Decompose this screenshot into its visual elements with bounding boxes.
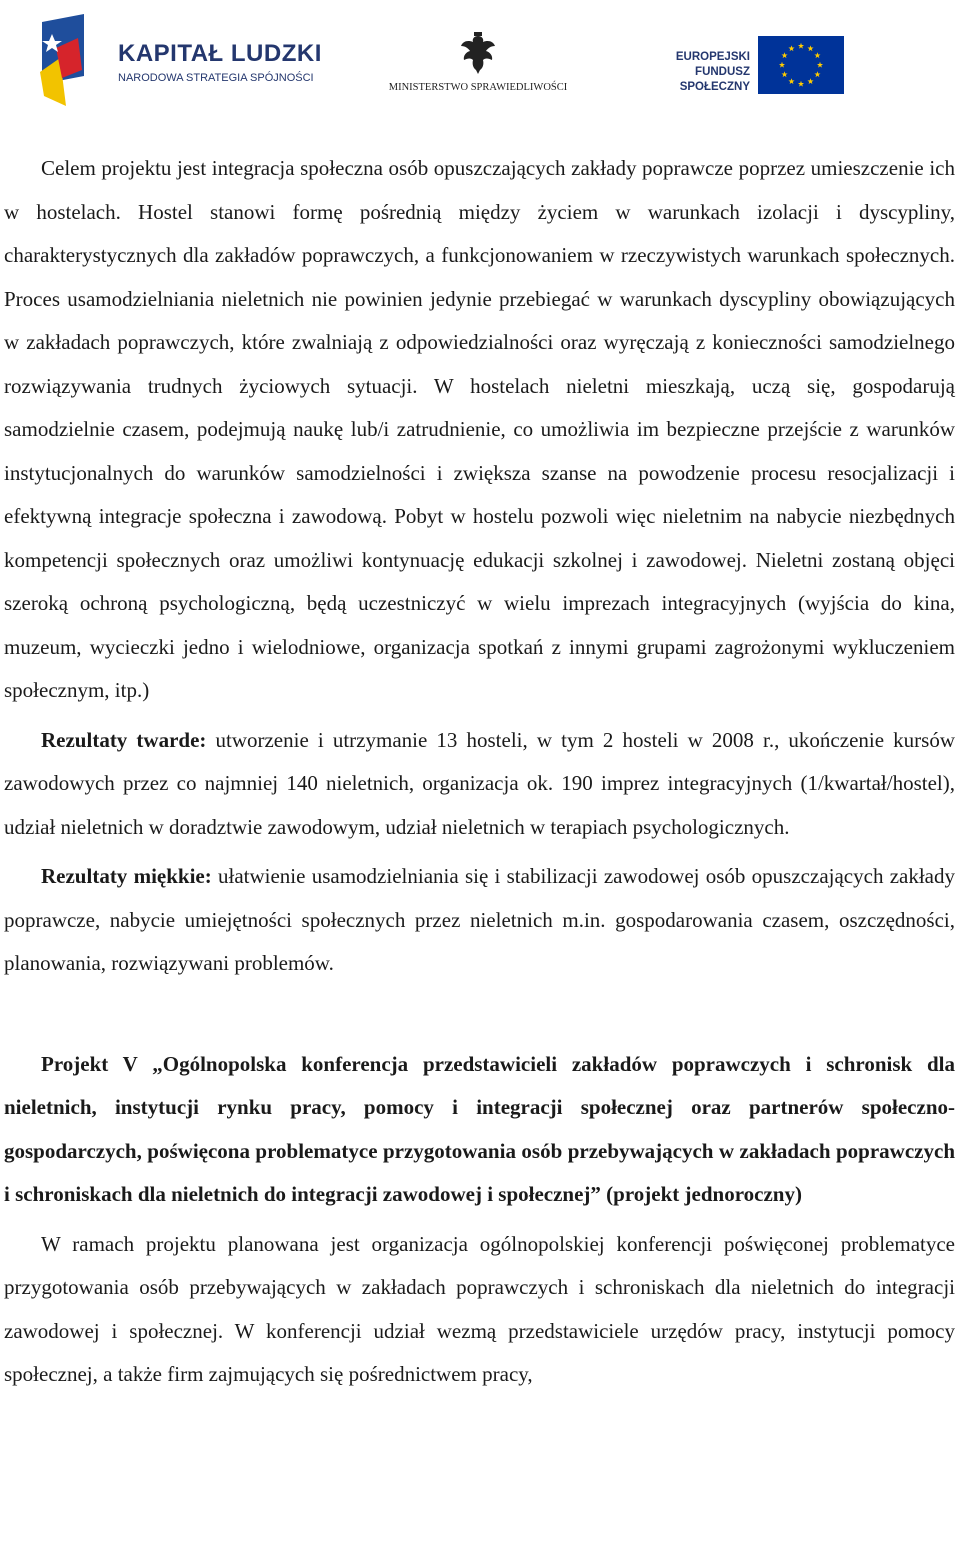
kapital-ludzki-subtitle: NARODOWA STRATEGIA SPÓJNOŚCI bbox=[118, 72, 314, 84]
hard-results-label: Rezultaty twarde: bbox=[41, 727, 207, 752]
ministry-name: MINISTERSTWO SPRAWIEDLIWOŚCI bbox=[388, 82, 568, 93]
project-v-heading: Projekt V „Ogólnopolska konferencja przedstawicieli zakładów poprawczych i schronisk dla nieletnich, instytucji rynku pracy, pomocy i integracji społecznej oraz partnerów społeczno-gospodarczych, poświęcona problematyce przygotowania osób przebywających w zakładach poprawczych i schroniskach dla nieletnich do integracji zawodowej i społecznej” (projekt jednoroczny) bbox=[4, 1051, 955, 1206]
eagle-emblem-icon bbox=[460, 32, 496, 76]
page-header bbox=[0, 8, 960, 108]
paragraph-hard-results bbox=[4, 719, 955, 850]
efs-logo bbox=[640, 28, 850, 98]
efs-line-1: EUROPEJSKI bbox=[675, 51, 750, 63]
paragraph-soft-results bbox=[4, 855, 955, 986]
kapital-ludzki-title: KAPITAŁ LUDZKI bbox=[118, 40, 322, 67]
paragraph-project-v: W ramach projektu planowana jest organizacja ogólnopolskiej konferencji poświęconej problematyce przygotowania osób przebywających w zakładach poprawczych i schroniskach dla nieletnich do integracji zawodowej i społecznej. W konferencji udział wezmą przedstawiciele urzędów pracy, instytucji pomocy społecznej, a także firm zajmujących się pośrednictwem pracy, bbox=[4, 1231, 955, 1386]
efs-text bbox=[640, 50, 750, 95]
kapital-ludzki-emblem-icon bbox=[38, 14, 88, 106]
ministry-logo bbox=[378, 32, 578, 102]
soft-results-text: ułatwienie usamodzielniania się i stabilizacji zawodowej osób opuszczających zakłady poprawcze, nabycie umiejętności społecznych przez nieletnich m.in. gospodarowania czasem, oszczędności, planowania, rozwiązywani problemów. bbox=[4, 864, 955, 975]
hard-results-text: utworzenie i utrzymanie 13 hosteli, w tym 2 hosteli w 2008 r., ukończenie kursów zawodowych przez co najmniej 140 nieletnich, organizacja ok. 190 imprez integracyjnych (1/kwartał/hostel), udział nieletnich w doradztwie zawodowym, udział nieletnich w terapiach psychologicznych. bbox=[4, 727, 955, 839]
document-body bbox=[4, 147, 955, 1397]
efs-line-2: FUNDUSZ SPOŁECZNY bbox=[679, 66, 750, 93]
kapital-ludzki-logo bbox=[38, 14, 328, 110]
paragraph-intro: Celem projektu jest integracja społeczna osób opuszczających zakłady poprawcze poprzez umieszczenie ich w hostelach. Hostel stanowi formę pośrednią między życiem w warunkach izolacji i dyscypliny, charakterystycznych dla zakładów poprawczych, a funkcjonowaniem w rzeczywistych warunkach społecznych. Proces usamodzielniania nieletnich nie powinien jedynie przebiegać w warunkach dyscypliny obowiązujących w zakładach poprawczych, które zwalniają z odpowiedzialności oraz wyręczają z konieczności samodzielnego rozwiązywania trudnych życiowych sytuacji. W hostelach nieletni mieszkają, uczą się, gospodarują samodzielnie czasem, podejmują naukę lub/i zatrudnienie, co umożliwia im bezpieczne przejście z warunków instytucjonalnych do warunków samodzielności i zwiększa szanse na powodzenie procesu resocjalizacji i efektywną integracje społeczna i zawodową. Pobyt w hostelu pozwoli więc nieletnim na nabycie niezbędnych kompetencji społecznych oraz umożliwi kontynuację edukacji szkolnej i zawodowej. Nieletni zostaną objęci szeroką ochroną psychologiczną, będą uczestniczyć w wielu imprezach integracyjnych (wyjścia do kina, muzeum, wycieczki jedno i wielodniowe, organizacja spotkań z innymi grupami zagrożonymi wykluczeniem społecznym, itp.) bbox=[4, 156, 955, 702]
soft-results-label: Rezultaty miękkie: bbox=[41, 864, 212, 888]
eu-flag-icon bbox=[758, 36, 844, 94]
